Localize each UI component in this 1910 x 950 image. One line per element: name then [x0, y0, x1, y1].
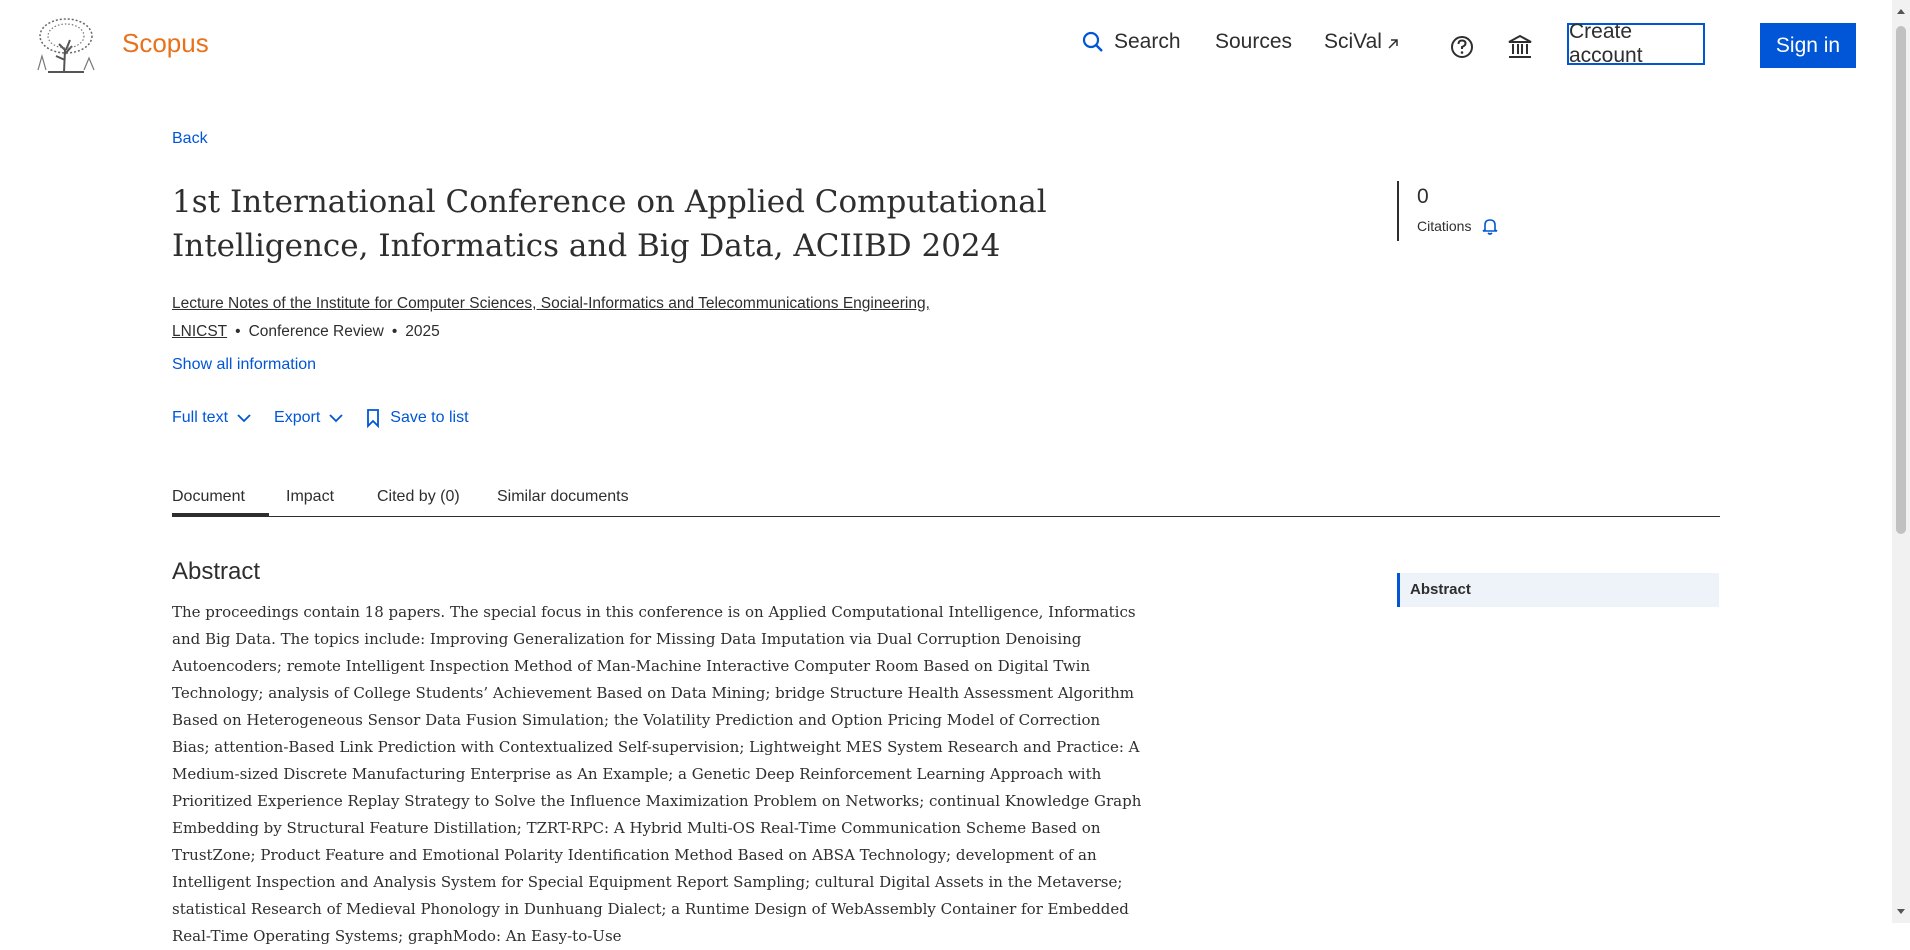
- chevron-down-icon: [236, 413, 252, 423]
- create-account-button[interactable]: Create account: [1567, 23, 1705, 65]
- institution-icon[interactable]: [1505, 32, 1535, 62]
- vertical-scrollbar[interactable]: [1892, 0, 1910, 923]
- document-type: Conference Review: [248, 323, 384, 340]
- back-link[interactable]: Back: [172, 130, 208, 147]
- help-icon[interactable]: [1447, 32, 1477, 62]
- nav-search-label: Search: [1114, 30, 1181, 53]
- nav-sources-link[interactable]: Sources: [1215, 30, 1293, 53]
- tab-cited-by[interactable]: Cited by (0): [377, 488, 460, 505]
- citations-count: 0: [1417, 185, 1429, 208]
- source-title-line1: Lecture Notes of the Institute for Computer Sciences, Social-Informatics and Telecommunications Engineering,: [172, 295, 930, 312]
- separator-dot: •: [235, 323, 241, 340]
- document-meta: [172, 290, 1032, 346]
- save-to-list-label: Save to list: [390, 409, 469, 426]
- tab-document[interactable]: Document: [172, 488, 245, 505]
- tab-similar-documents[interactable]: Similar documents: [497, 488, 629, 505]
- full-text-label: Full text: [172, 409, 229, 426]
- source-title-line2: LNICST: [172, 323, 228, 340]
- abstract-heading: Abstract: [172, 558, 261, 585]
- chevron-down-icon: [328, 413, 344, 423]
- citations-label-row: [1417, 217, 1499, 235]
- citations-panel: [1397, 181, 1499, 241]
- toc-item-label: Abstract: [1410, 581, 1471, 598]
- scroll-up-icon[interactable]: [1892, 4, 1910, 18]
- search-icon: [1082, 31, 1104, 53]
- scrollbar-thumb[interactable]: [1896, 26, 1906, 534]
- nav-search-link[interactable]: [1082, 30, 1181, 54]
- export-button[interactable]: [274, 409, 344, 427]
- top-navigation-bar: [0, 0, 1892, 92]
- elsevier-logo-icon[interactable]: [34, 16, 98, 74]
- bookmark-icon: [366, 408, 380, 428]
- nav-scival-link[interactable]: [1324, 30, 1400, 54]
- toc-item-abstract[interactable]: [1397, 573, 1719, 607]
- document-tabs: [172, 486, 1720, 517]
- nav-scival-label: SciVal: [1324, 30, 1382, 53]
- active-tab-indicator: [172, 513, 269, 517]
- bell-icon[interactable]: [1481, 217, 1499, 235]
- citations-label: Citations: [1417, 218, 1472, 234]
- sign-in-button[interactable]: Sign in: [1760, 23, 1856, 68]
- scroll-down-icon[interactable]: [1892, 905, 1910, 919]
- full-text-button[interactable]: [172, 409, 252, 427]
- separator-dot: •: [391, 323, 398, 340]
- document-title: 1st International Conference on Applied Computational Intelligence, Informatics and Big Data, ACIIBD 2024: [172, 184, 1047, 264]
- publication-year: 2025: [405, 323, 440, 340]
- export-label: Export: [274, 409, 321, 426]
- external-link-icon: [1386, 37, 1400, 51]
- save-to-list-button[interactable]: [366, 408, 468, 428]
- tab-impact[interactable]: Impact: [286, 488, 335, 505]
- abstract-text: The proceedings contain 18 papers. The special focus in this conference is on Applied Computational Intelligence, Informatics and Big Data. The topics include: Improving Generalization for Missing Data Imputation via Dual Corruption Denoising Autoencoders; remote Intelligent Inspection Method of Man-Machine Interactive Computer Room Based on Digital Twin Technology; analysis of College Students’ Achievement Based on Data Mining; bridge Structure Health Assessment Algorithm Based on Heterogeneous Sensor Data Fusion Simulation; the Volatility Prediction and Option Pricing Model of Correction Bias; attention-Based Link Prediction with Contextualized Self-supervision; Lightweight MES System Research and Practice: A Medium-sized Discrete Manufacturing Enterprise as An Example; a Genetic Deep Reinforcement Learning Approach with Prioritized Experience Replay Strategy to Solve the Influence Maximization Problem on Networks; continual Knowledge Graph Embedding by Structural Feature Distillation; TZRT-RPC: A Hybrid Multi-OS Real-Time Communication Scheme Based on TrustZone; Product Feature and Emotional Polarity Identification Method Based on ABSA Technology; development of an Intelligent Inspection and Analysis System for Special Equipment Report Sampling; cultural Digital Assets in the Metaverse; statistical Research of Medieval Phonology in Dunhuang Dialect; a Runtime Design of WebAssembly Container for Embedded Real-Time Operating Systems; graphModo: An Easy-to-Use: [172, 603, 1142, 945]
- document-actions: [172, 408, 491, 428]
- scopus-brand-link[interactable]: Scopus: [122, 28, 209, 58]
- show-all-information-link[interactable]: Show all information: [172, 356, 317, 373]
